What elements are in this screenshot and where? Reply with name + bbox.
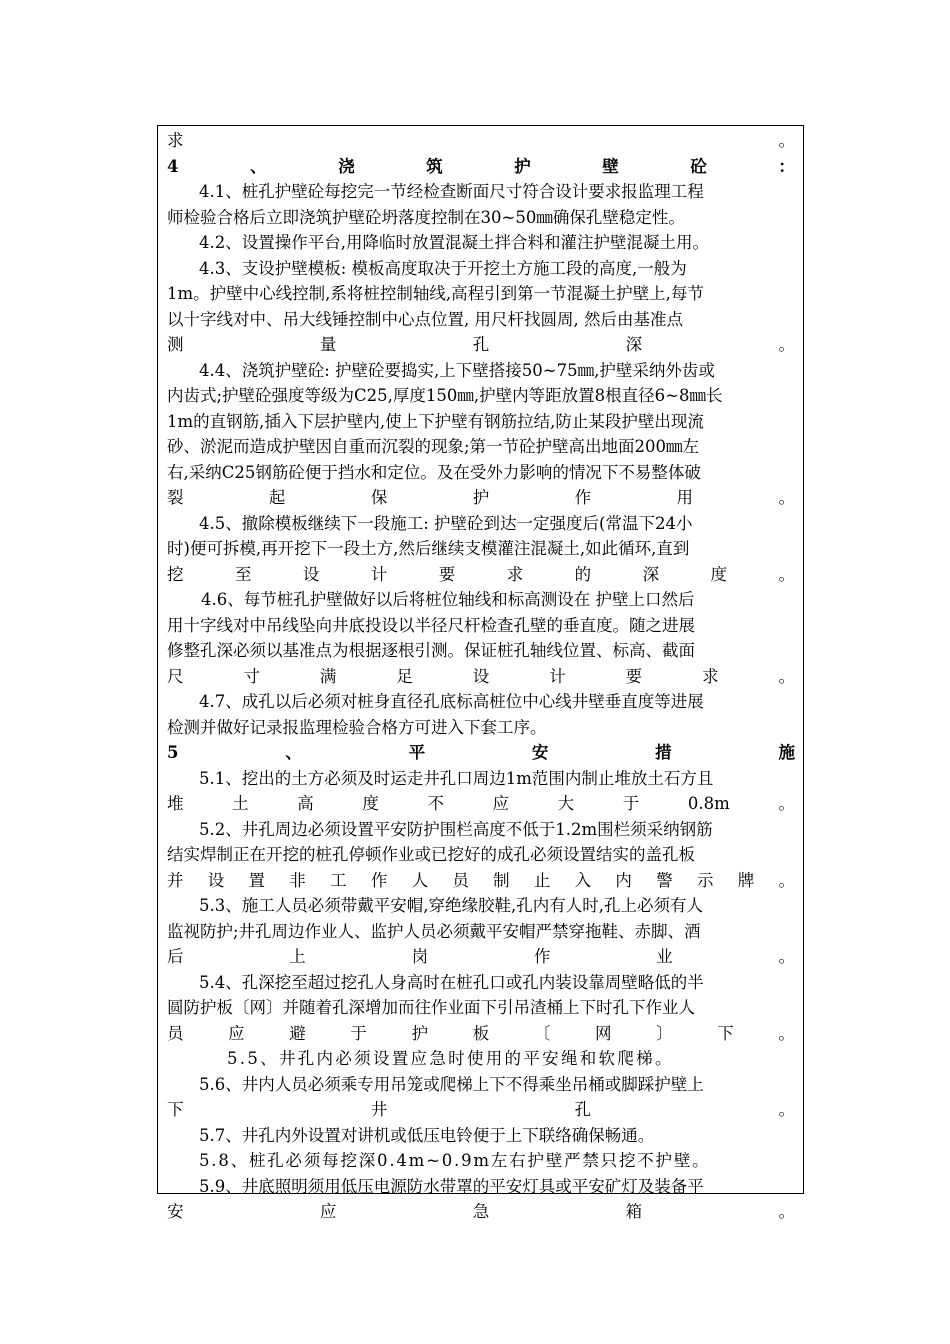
text-line: 监视防护;井孔周边作业人、监护人员必须戴平安帽严禁穿拖鞋、赤脚、酒	[167, 921, 701, 941]
text-line: 修整孔深必须以基准点为根据逐根引测。保证桩孔轴线位置、标高、截面	[167, 641, 695, 660]
justified-token: 筑	[426, 156, 443, 176]
justified-token: 测	[167, 335, 184, 354]
text-line: 检测并做好记录报监理检验合格方可进入下套工序。	[167, 717, 547, 737]
justified-token: 作	[574, 488, 592, 507]
justified-token: 员	[452, 870, 469, 890]
justified-token: 、	[250, 156, 267, 176]
justified-token: 非	[289, 870, 306, 890]
justified-token: 人	[411, 870, 429, 890]
text-line	[167, 664, 795, 690]
justified-token: 高	[297, 794, 314, 813]
justified-token: 求	[506, 564, 524, 584]
justified-token: 。	[778, 335, 795, 354]
justified-token: 计	[549, 666, 566, 686]
justified-token: 孔	[472, 335, 490, 354]
justified-token: 。	[778, 1202, 795, 1221]
text-line: 4.5、撤除模板继续下一段施工: 护壁砼到达一定强度后(常温下24小	[199, 513, 693, 533]
justified-token: 。	[778, 870, 795, 890]
text-line: 4.2、设置操作平台,用降临时放置混凝土拌合料和灌注护壁混凝土用。	[199, 233, 709, 252]
justified-token: 。	[778, 131, 795, 150]
justified-token: 求	[167, 131, 184, 150]
text-line: 5.1、挖出的土方必须及时运走井孔口周边1m范围内制止堆放土石方且	[199, 768, 714, 788]
justified-token: 5	[167, 743, 179, 762]
text-line	[167, 868, 795, 894]
text-line: 5.3、施工人员必须带戴平安帽,穿绝缘胶鞋,孔内有人时,孔上必须有人	[199, 896, 703, 915]
justified-token: 深	[625, 335, 643, 354]
justified-token: 置	[248, 870, 266, 890]
justified-token: 尺	[167, 666, 184, 686]
justified-token: 避	[289, 1023, 306, 1043]
justified-token: 内	[615, 870, 632, 890]
justified-token: 急	[472, 1202, 490, 1221]
justified-token: 作	[370, 870, 388, 890]
justified-token: 。	[778, 1100, 795, 1119]
justified-token: 护	[472, 488, 490, 507]
justified-token: 下	[167, 1100, 184, 1119]
text-line: 时)便可拆模,再开挖下一段土方,然后继续支模灌注混凝土,如此循环,直到	[167, 539, 690, 558]
text-line: 4.1、桩孔护壁砼每挖完一节经检查断面尺寸符合设计要求报监理工程	[199, 182, 704, 201]
text-line: 4.3、支设护壁模板: 模板高度取决于开挖土方施工段的高度,一般为	[199, 258, 687, 278]
justified-token: 起	[268, 488, 286, 507]
justified-token: 设	[207, 870, 225, 890]
justified-token: 4	[167, 156, 179, 176]
justified-token: 〔	[533, 1023, 551, 1043]
justified-token: 后	[167, 947, 184, 966]
justified-token: 壁	[602, 156, 619, 176]
justified-token: 。	[778, 794, 795, 813]
justified-token: 寸	[243, 666, 260, 686]
justified-token: 堆	[167, 794, 184, 813]
justified-token: 不	[427, 794, 444, 813]
text-line: 5.8、桩孔必须每挖深0.4m~0.9m左右护壁严禁只挖不护壁。	[199, 1151, 711, 1170]
text-line: 内齿式;护壁砼强度等级为C25,厚度150㎜,护壁内等距放置8根直径6~8㎜长	[167, 386, 723, 405]
text-line: 5.5、井孔内必须设置应急时使用的平安绳和软爬梯。	[227, 1049, 674, 1068]
justified-token: 挖	[167, 564, 184, 584]
text-line	[167, 1199, 795, 1225]
text-line	[167, 791, 795, 817]
justified-token: 求	[702, 666, 719, 686]
justified-token: 浇	[338, 156, 355, 176]
justified-token: 要	[438, 564, 456, 584]
justified-token: 警	[656, 870, 673, 890]
text-line: 5.9、井底照明须用低压电源防水带罩的平安灯具或平安矿灯及装备平	[199, 1176, 704, 1196]
justified-token: 业	[656, 947, 673, 966]
justified-token: 上	[289, 947, 306, 966]
text-line	[167, 154, 795, 180]
justified-token: 足	[396, 666, 413, 686]
text-line	[167, 562, 795, 588]
justified-token: 入	[574, 870, 592, 890]
text-line: 5.4、孔深挖至超过挖孔人身高时在桩孔口或孔内装设靠周壁略低的半	[199, 972, 704, 992]
justified-token: 度	[362, 794, 379, 813]
justified-token: 、	[285, 743, 302, 762]
justified-token: 设	[472, 666, 490, 686]
document-body	[167, 128, 795, 1225]
justified-token: 大	[557, 794, 575, 813]
text-line: 1m。护壁中心线控制,系将桩控制轴线,高程引到第一节混凝土护壁上,每节	[167, 284, 704, 303]
justified-token: 于	[350, 1023, 367, 1043]
justified-token: 。	[778, 488, 795, 507]
justified-token: 度	[710, 564, 727, 584]
text-line: 砂、淤泥而造成护壁因自重而沉裂的现象;第一节砼护壁高出地面200㎜左	[167, 437, 700, 456]
text-line: 圆防护板〔网〕并随着孔深增加而往作业面下引吊渣桶上下时孔下作业人	[167, 998, 695, 1017]
text-line: 用十字线对中吊线坠向井底投设以半径尺杆检查孔壁的垂直度。随之进展	[167, 615, 695, 635]
justified-token: 平	[408, 743, 426, 762]
justified-token: 措	[655, 743, 672, 762]
text-line: 4.6、每节桩孔护壁做好以后将桩位轴线和标高测设在 护壁上口然后	[201, 590, 695, 609]
justified-token: 安	[167, 1202, 184, 1221]
justified-token: 。	[778, 564, 795, 584]
justified-token: 〕	[656, 1023, 673, 1043]
justified-token: 下	[717, 1023, 734, 1043]
justified-token: 设	[302, 564, 320, 584]
justified-token: 应	[228, 1023, 245, 1043]
justified-token: 于	[622, 794, 640, 813]
text-line	[167, 1021, 795, 1047]
justified-token: 裂	[167, 488, 184, 507]
justified-token: 0.8m	[687, 794, 730, 813]
justified-token: 应	[319, 1202, 337, 1221]
text-line: 师检验合格后立即浇筑护壁砼坍落度控制在30~50㎜确保孔壁稳定性。	[167, 207, 685, 227]
justified-token: 制	[493, 870, 510, 890]
justified-token: 网	[594, 1023, 612, 1043]
justified-token: 应	[492, 794, 510, 813]
justified-token: 止	[533, 870, 551, 890]
text-line	[167, 128, 795, 154]
justified-token: 。	[778, 1023, 795, 1043]
justified-token: 板	[472, 1023, 490, 1043]
justified-token: 井	[370, 1100, 388, 1119]
text-line: 1m的直钢筋,插入下层护壁内,使上下护壁有钢筋拉结,防止某段护壁出现流	[167, 411, 704, 431]
justified-token: 作	[533, 947, 551, 966]
justified-token: 孔	[574, 1100, 592, 1119]
justified-token: 土	[232, 794, 249, 813]
justified-token: 岗	[411, 947, 429, 966]
justified-token: 量	[319, 335, 337, 354]
justified-token: 护	[514, 156, 531, 176]
justified-token: 施	[778, 743, 795, 762]
justified-token: 深	[642, 564, 660, 584]
justified-token: 示	[696, 870, 714, 890]
justified-token: 工	[330, 870, 347, 890]
justified-token: 保	[370, 488, 388, 507]
text-line	[167, 332, 795, 358]
text-line	[167, 944, 795, 970]
justified-token: 。	[778, 947, 795, 966]
text-line: 4.7、成孔以后必须对桩身直径孔底标高桩位中心线井壁垂直度等进展	[199, 692, 704, 711]
text-line: 右,采纳C25钢筋砼便于挡水和定位。及在受外力影响的情况下不易整体破	[167, 462, 701, 482]
text-line: 结实焊制正在开挖的桩孔停顿作业或已挖好的成孔必须设置结实的盖孔板	[167, 845, 695, 864]
justified-token: 安	[531, 743, 549, 762]
justified-token: 牌	[737, 870, 755, 890]
justified-token: 护	[411, 1023, 429, 1043]
document-table-cell	[157, 125, 804, 1221]
text-line	[167, 1097, 795, 1123]
text-line: 5.6、井内人员必须乘专用吊笼或爬梯上下不得乘坐吊桶或脚踩护壁上	[199, 1074, 704, 1094]
justified-token: 员	[167, 1023, 184, 1043]
justified-token: 。	[778, 666, 795, 686]
text-line	[167, 485, 795, 511]
text-line: 以十字线对中、吊大线锤控制中心点位置, 用尺杆找圆周, 然后由基准点	[167, 309, 683, 329]
justified-token: 计	[370, 564, 388, 584]
justified-token: 箱	[625, 1202, 643, 1221]
justified-token: 砼	[690, 156, 707, 176]
justified-token: ：	[778, 156, 795, 176]
justified-token: 的	[574, 564, 592, 584]
text-line	[167, 740, 795, 766]
text-line: 5.7、井孔内外设置对讲机或低压电铃便于上下联络确保畅通。	[199, 1125, 655, 1145]
justified-token: 至	[234, 564, 252, 584]
text-line: 4.4、浇筑护壁砼: 护壁砼要捣实,上下壁搭接50~75㎜,护壁采纳外齿或	[199, 360, 715, 380]
justified-token: 要	[625, 666, 643, 686]
text-line: 5.2、井孔周边必须设置平安防护围栏高度不低于1.2m围栏须采纳钢筋	[199, 819, 713, 839]
justified-token: 并	[167, 870, 184, 890]
justified-token: 满	[319, 666, 337, 686]
justified-token: 用	[676, 488, 694, 507]
